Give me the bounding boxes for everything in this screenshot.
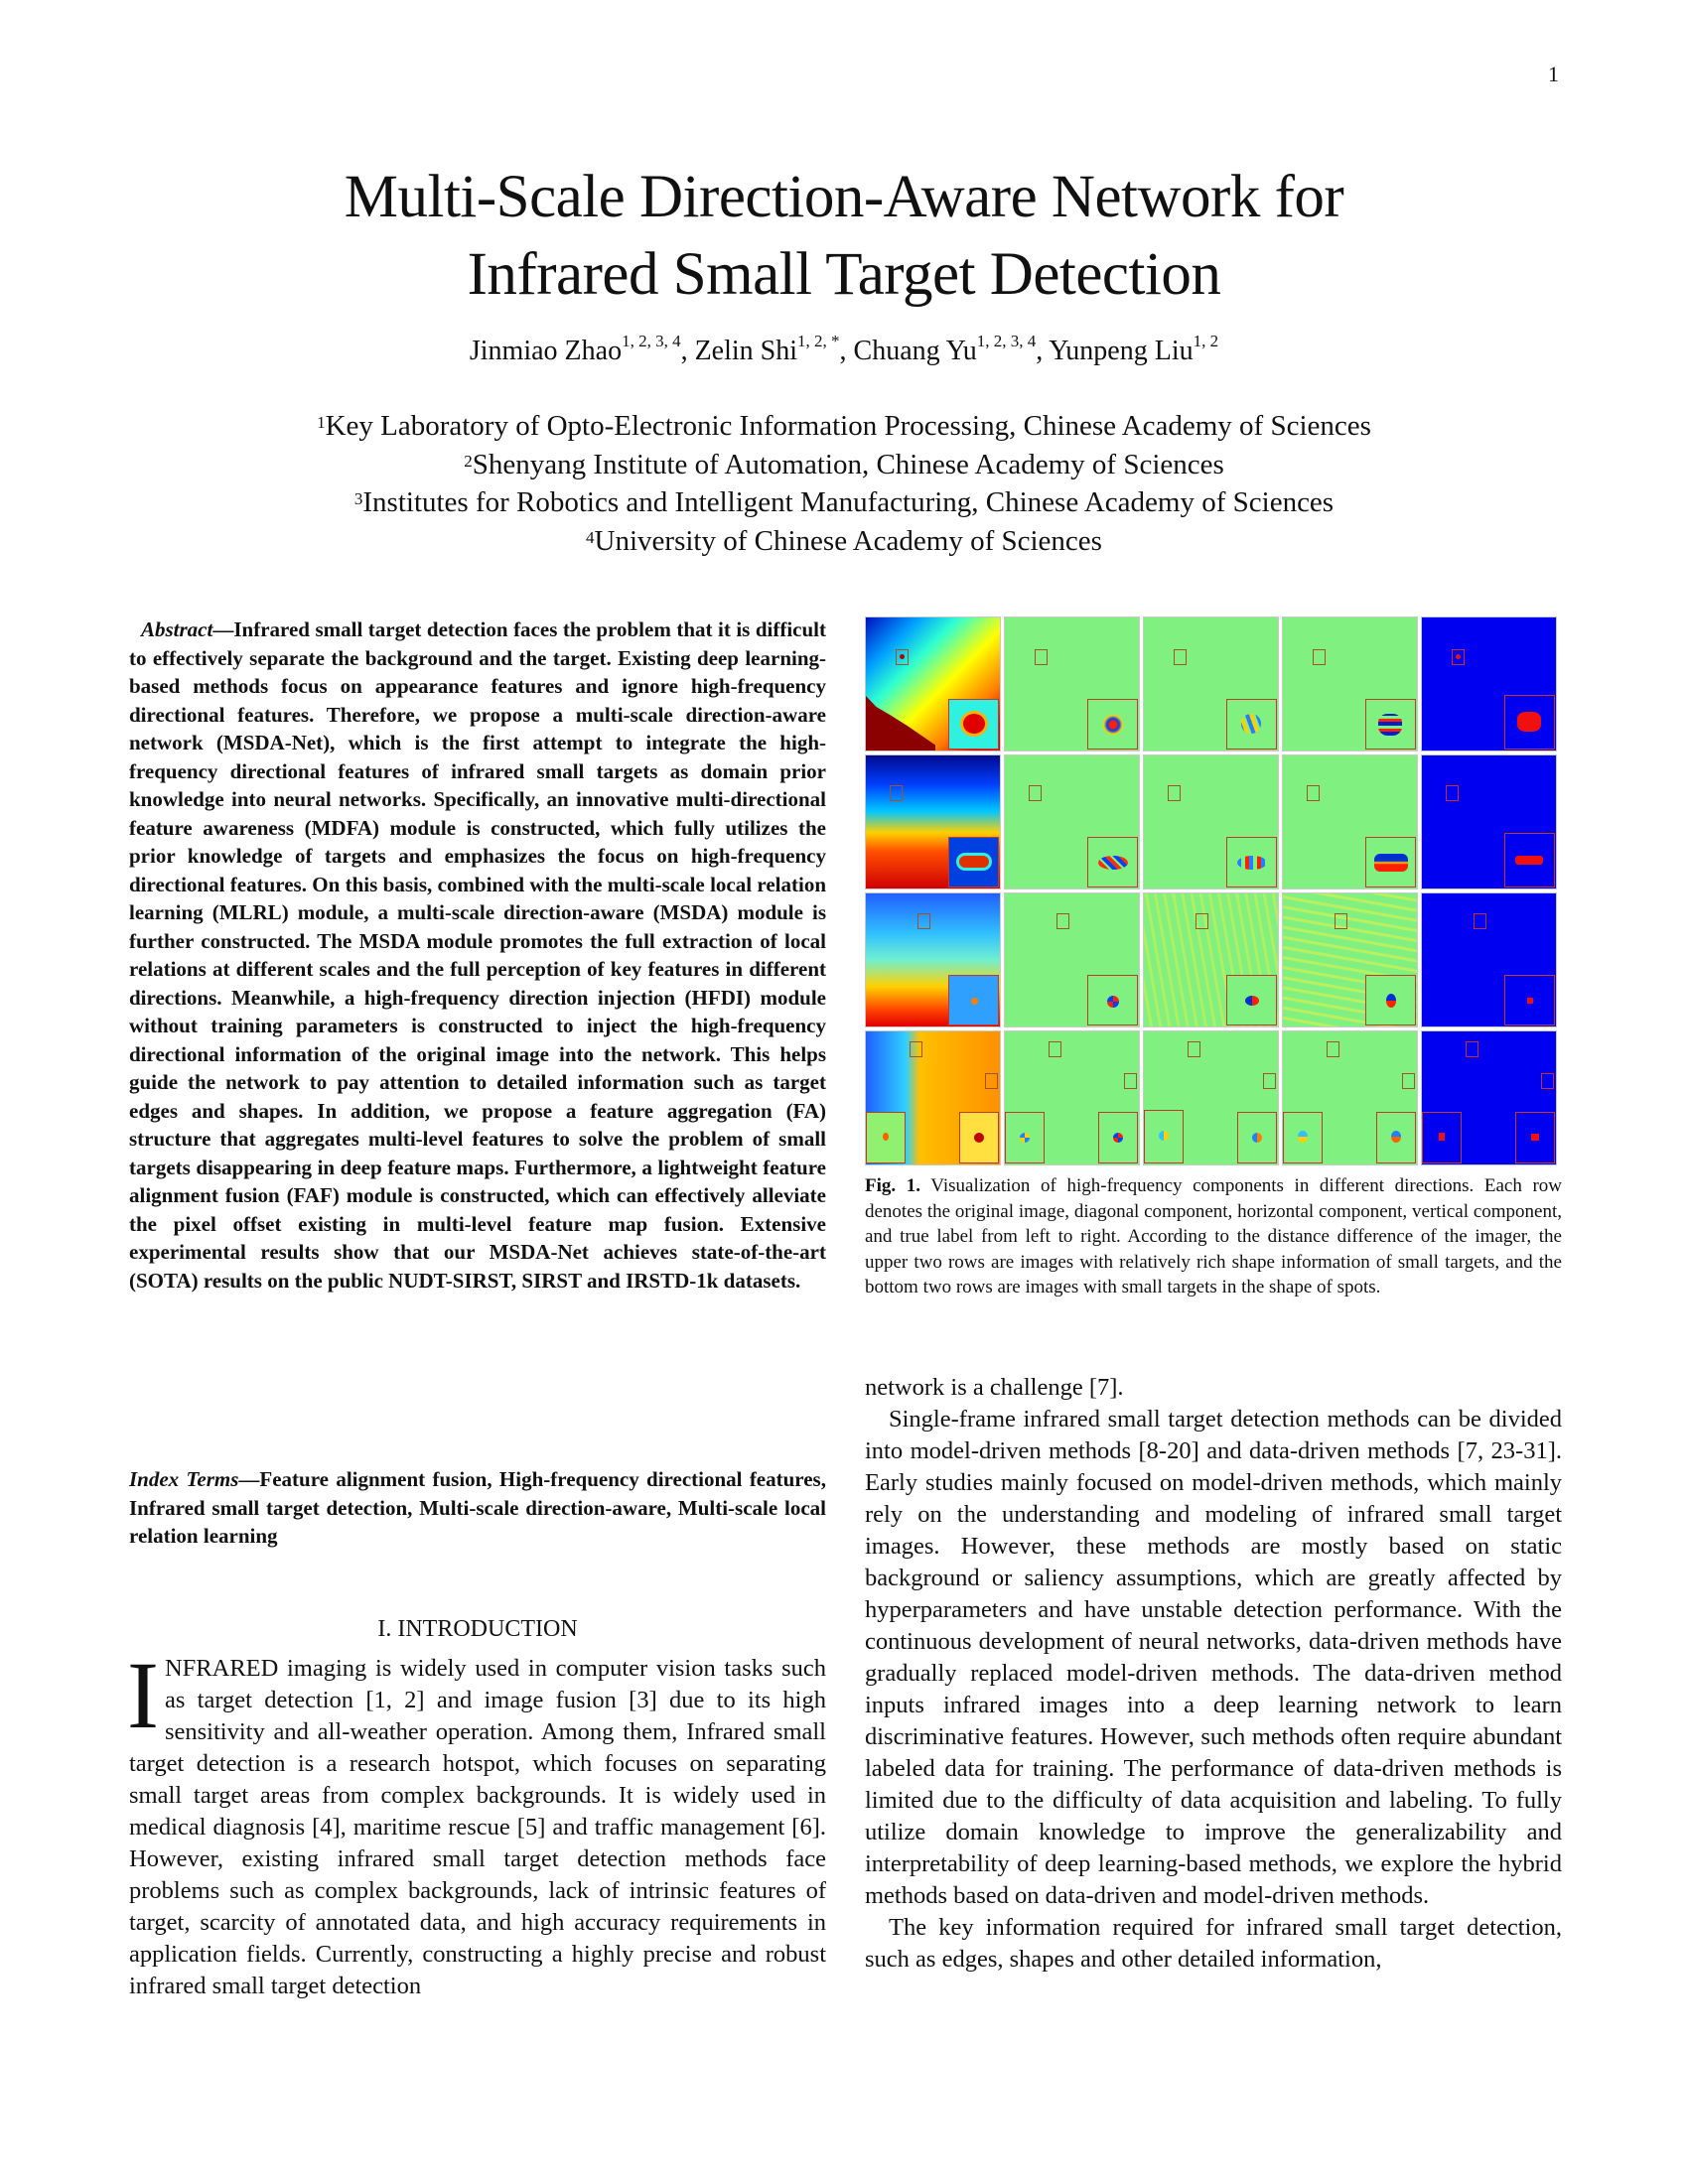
fig-row3-diagonal: [1004, 892, 1140, 1027]
index-terms-text: Feature alignment fusion, High-frequency directional features, Infrared small target detection, Multi-scale direction-aware, Multi-scale local relation learning: [129, 1467, 826, 1548]
abstract-label: Abstract: [141, 617, 213, 641]
fig-row2-diagonal: [1004, 754, 1140, 889]
intro-paragraph-3: The key information required for infrared small target detection, such as edges, shapes and other detailed information,: [865, 1914, 1562, 1973]
fig-row3-original: [865, 892, 1001, 1027]
author: Yunpeng Liu$^{1, 2}$: [1049, 332, 1219, 366]
paper-title: [0, 159, 1688, 314]
fig-row4-horizontal: [1143, 1030, 1279, 1165]
author-list: [0, 332, 1688, 367]
abstract-text: Infrared small target detection faces the problem that it is difficult to effectively separate the background and the target. Existing deep learning-based methods focus on appearance features and ignore high-frequency directional features. Therefore, we propose a multi-scale direction-aware network (MSDA-Net), which is the first attempt to integrate the high-frequency directional features of infrared small targets as domain prior knowledge into neural networks. Specifically, an innovative multi-directional feature awareness (MDFA) module is constructed, which fully utilizes the prior knowledge of targets and emphasizes the focus on high-frequency directional features. On this basis, combined with the multi-scale local relation learning (MLRL) module, a multi-scale direction-aware (MSDA) module is further constructed. The MSDA module promotes the full extraction of local relations at different scales and the full perception of key features in different directions. Meanwhile, a high-frequency direction injection (HFDI) module without training parameters is constructed to inject the high-frequency directional information of the original image into the network. This helps guide the network to pay attention to detailed information such as target edges and shapes. In addition, we propose a feature aggregation (FA) structure that aggregates multi-level features to solve the problem of small targets disappearing in deep feature maps. Furthermore, a lightweight feature alignment fusion (FAF) module is constructed, which can effectively alleviate the pixel offset existing in multi-level feature map fusion. Extensive experimental results show that our MSDA-Net achieves state-of-the-art (SOTA) results on the public NUDT-SIRST, SIRST and IRSTD-1k datasets.: [129, 617, 826, 1293]
fig-row1-horizontal: [1143, 616, 1279, 751]
intro-paragraph-2: Single-frame infrared small target detection methods can be divided into model-driven methods [8-20] and data-driven methods [7, 23-31]. Early studies mainly focused on model-driven methods, which mainly rely on the understanding and modeling of infrared small target images. However, these methods are mostly based on static background or saliency assumptions, which are greatly affected by hyperparameters and have unstable detection performance. With the continuous development of neural networks, data-driven methods have gradually replaced model-driven methods. The data-driven method inputs infrared images into a deep learning network to learn discriminative features. However, such methods often require abundant labeled data for training. The performance of data-driven methods is limited due to the difficulty of data acquisition and labeling. To fully utilize domain knowledge to improve the generalizability and interpretability of deep learning-based methods, we explore the hybrid methods based on data-driven and model-driven methods.: [865, 1406, 1562, 1909]
fig-row1-vertical: [1282, 616, 1418, 751]
fig-row3-label: [1421, 892, 1557, 1027]
intro-paragraph-1: NFRARED imaging is widely used in computer vision tasks such as target detection [1, 2] and image fusion [3] due to its high sensitivity and all-weather operation. Among them, Infrared small target detection is a research hotspot, which focuses on separating small target areas from complex backgrounds. It is widely used in medical diagnosis [4], maritime rescue [5] and traffic management [6]. However, existing infrared small target detection methods face problems such as complex backgrounds, lack of intrinsic features of target, scarcity of annotated data, and high accuracy requirements in application fields. Currently, constructing a highly precise and robust infrared small target detection: [129, 1655, 826, 1999]
author: Jinmiao Zhao$^{1, 2, 3, 4}$,: [469, 332, 695, 366]
drop-cap: I: [127, 1642, 159, 1748]
figure-caption-text: Visualization of high-frequency components in different directions. Each row denotes the original image, diagonal component, horizontal component, vertical component, and true label from left to right. According to the distance difference of the imager, the upper two rows are images with relatively rich shape information of small targets, and the bottom two rows are images with small targets in the shape of spots.: [865, 1175, 1562, 1297]
index-terms-label: Index Terms: [129, 1467, 239, 1491]
fig-row1-label: [1421, 616, 1557, 751]
fig-row1-diagonal: [1004, 616, 1140, 751]
fig-row4-diagonal: [1004, 1030, 1140, 1165]
fig-row3-horizontal: [1143, 892, 1279, 1027]
fig-row4-label: [1421, 1030, 1557, 1165]
intro-continuation: network is a challenge [7].: [865, 1374, 1124, 1401]
affiliation-list: [0, 407, 1688, 560]
fig-row1-original: [865, 616, 1001, 751]
fig-row2-horizontal: [1143, 754, 1279, 889]
affiliation: $^4$University of Chinese Academy of Sciences: [586, 524, 1102, 557]
title-line-2: Infrared Small Target Detection: [467, 241, 1221, 308]
title-line-1: Multi-Scale Direction-Aware Network for: [344, 164, 1344, 230]
affiliation: $^3$Institutes for Robotics and Intelligent Manufacturing, Chinese Academy of Sciences: [353, 486, 1335, 518]
fig-row2-vertical: [1282, 754, 1418, 889]
affiliation: $^1$Key Laboratory of Opto-Electronic Information Processing, Chinese Academy of Sciences: [317, 410, 1371, 442]
fig-row2-label: [1421, 754, 1557, 889]
abstract: Abstract—Infrared small target detection faces the problem that it is difficult to effectively separate the background and the target. Existing deep learning-based methods focus on appearance features and ignore high-frequency directional features. Therefore, we propose a multi-scale direction-aware network (MSDA-Net), which is the first attempt to integrate the high-frequency directional features of infrared small targets as domain prior knowledge into neural networks. Specifically, an innovative multi-directional feature awareness (MDFA) module is constructed, which fully utilizes the prior knowledge of targets and emphasizes the focus on high-frequency directional features. On this basis, combined with the multi-scale local relation learning (MLRL) module, a multi-scale direction-aware (MSDA) module is further constructed. The MSDA module promotes the full extraction of local relations at different scales and the full perception of key features in different directions. Meanwhile, a high-frequency direction injection (HFDI) module without training parameters is constructed to inject the high-frequency directional information of the original image into the network. This helps guide the network to pay attention to detailed information such as target edges and shapes. In addition, we propose a feature aggregation (FA) structure that aggregates multi-level features to solve the problem of small targets disappearing in deep feature maps. Furthermore, a lightweight feature alignment fusion (FAF) module is constructed, which can effectively alleviate the pixel offset existing in multi-level feature map fusion. Extensive experimental results show that our MSDA-Net achieves state-of-the-art (SOTA) results on the public NUDT-SIRST, SIRST and IRSTD-1k datasets.: [129, 617, 826, 1293]
fig-row4-original: [865, 1030, 1001, 1165]
figure-label: Fig. 1.: [865, 1175, 920, 1196]
fig-row2-original: [865, 754, 1001, 889]
fig-row4-vertical: [1282, 1030, 1418, 1165]
author: Zelin Shi$^{1, 2, *}$,: [694, 332, 854, 366]
figure-1-grid: [865, 616, 1556, 1167]
introduction-body: [127, 1642, 826, 2002]
figure-1-caption: [865, 1173, 1562, 1300]
author: Chuang Yu$^{1, 2, 3, 4}$,: [853, 332, 1050, 366]
introduction-body-right: [865, 1372, 1562, 1976]
affiliation: $^2$Shenyang Institute of Automation, Chinese Academy of Sciences: [464, 448, 1224, 480]
fig-row3-vertical: [1282, 892, 1418, 1027]
page-number: 1: [1548, 62, 1559, 86]
index-terms: Index Terms—Feature alignment fusion, High-frequency directional features, Infrared small target detection, Multi-scale direction-aware, Multi-scale local relation learning: [129, 1467, 826, 1548]
section-heading-introduction: I. INTRODUCTION: [377, 1616, 578, 1642]
